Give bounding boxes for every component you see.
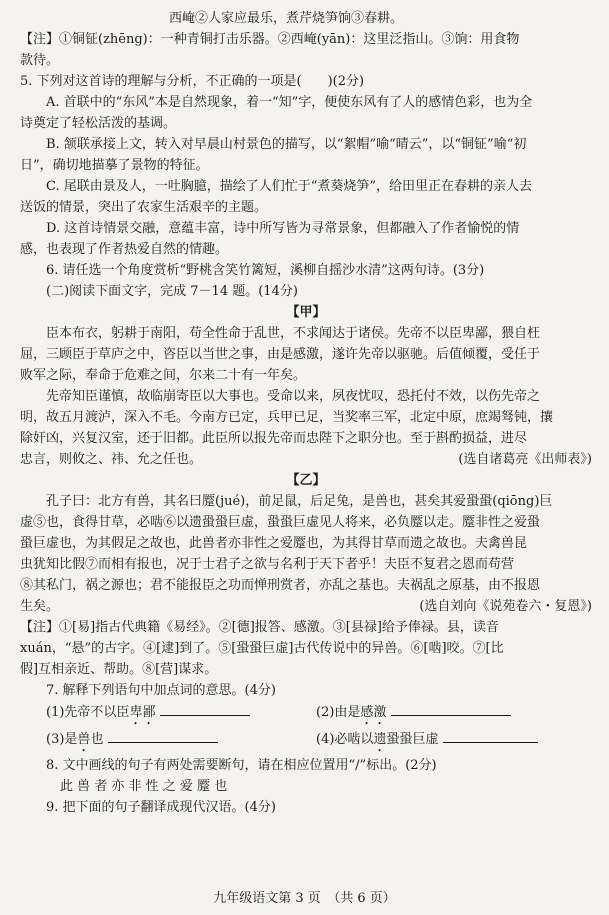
answer-blank[interactable] (108, 728, 218, 743)
question-7-item-2 (316, 701, 511, 728)
question-5-stem: 5. 下列对这首诗的理解与分析，不正确的一项是( )(2分) (20, 74, 365, 89)
question-7-item-4 (316, 728, 538, 755)
option-a: A. 首联中的“东风”本是自然现象，着一“知”字，便使东风有了人的感情色彩，也为全 (46, 95, 533, 110)
item-number: (4) (316, 732, 335, 747)
note-line: 款待。 (20, 53, 60, 68)
option-c: C. 尾联由景及人，一吐胸臆，描绘了人们忙于“煮葵烧笋”，给田里正在春耕的亲人去 (46, 179, 533, 194)
notes-poem (20, 29, 592, 71)
item-number: (3) (46, 732, 65, 747)
passage-jia-label: 【甲】 (286, 305, 326, 320)
dotted-word: 兽 (77, 732, 91, 747)
option-d-cont: 感，也表现了作者热爱自然的情趣。 (20, 242, 229, 257)
dotted-word: 感激 (360, 705, 387, 720)
item-text: 必啮以 (334, 732, 374, 747)
option-b: B. 颔联承接上文，转入对早晨山村景色的描写，以“絮帽”喻“晴云”，以“铜钲”喻“初 (46, 137, 527, 152)
passage-jia (20, 323, 592, 470)
notes-passage (20, 617, 592, 680)
passage-line: 虫犹知比假⑦而相有报也，况于士君子之欲与名利于天下者乎！夫臣不复君之恩而苟营 (20, 557, 515, 572)
question-7-item-1 (46, 701, 316, 728)
passage-line: 蛩巨虚也，为其假足之故也，此兽者亦非性之爱蹷也，为其得甘草而遗之故也。夫禽兽昆 (20, 536, 528, 551)
option-c-cont: 送饭的情景，突出了农家生活艰辛的主题。 (20, 200, 268, 215)
question-6: 6. 请任选一个角度赏析“野桃含笑竹篱短，溪柳自摇沙水清”这两句诗。(3分) (46, 263, 485, 278)
question-7-item-3 (46, 728, 316, 755)
passage-line: 除奸凶，兴复汉室，还于旧都。此臣所以报先帝而忠陛下之职分也。至于斟酌损益，进尽 (20, 431, 528, 446)
question-9: 9. 把下面的句子翻译成现代汉语。(4分) (46, 800, 276, 815)
item-text: 是 (64, 732, 78, 747)
question-8 (20, 755, 592, 797)
option-b-cont: 日”，确切地描摹了景物的特征。 (20, 158, 209, 173)
answer-blank[interactable] (443, 728, 538, 743)
passage-line: 屈，三顾臣于草庐之中，咨臣以当世之事，由是感激，遂许先帝以驱驰。后值倾覆，受任于 (20, 347, 541, 362)
section-2-heading: (二)阅读下面文字，完成 7－14 题。(14分) (46, 284, 298, 299)
passage-yi (20, 491, 592, 617)
answer-blank[interactable] (391, 701, 511, 716)
item-number: (1) (46, 705, 65, 720)
item-text: 先帝不以臣 (64, 705, 130, 720)
passage-source: (选自诸葛亮《出师表》) (458, 452, 592, 467)
option-d: D. 这首诗情景交融，意蕴丰富，诗中所写皆为寻常景象，但都融入了作者愉悦的情 (46, 221, 520, 236)
note-line: 假]互相亲近、帮助。⑧[营]谋求。 (20, 662, 218, 677)
answer-blank[interactable] (160, 701, 250, 716)
passage-line: 虚⑤也，食得甘草，必啮⑥以遗蛩蛩巨虚，蛩蛩巨虚见人将来，必负蹷以走。蹷非性之爱蛩 (20, 515, 541, 530)
question-7-row (20, 728, 592, 755)
dotted-word: 卑鄙 (129, 705, 156, 720)
passage-line: 明，故五月渡泸，深入不毛。今南方已定，兵甲已足，当奖率三军，北定中原，庶竭驽钝，攘 (20, 410, 554, 425)
question-7-stem: 7. 解释下列语句中加点词的意思。(4分) (46, 683, 276, 698)
passage-line: 生矣。 (20, 599, 60, 614)
note-line: xuán，“悬”的古字。④[逮]到了。⑤[蛩蛩巨虚]古代传说中的异兽。⑥[啮]咬。⑦[比 (20, 641, 504, 656)
question-8-stem: 8. 文中画线的句子有两处需要断句，请在相应位置用“/”标出。(2分) (46, 758, 437, 773)
passage-line: 先帝知臣谨慎，故临崩寄臣以大事也。受命以来，夙夜忧叹，恐托付不效，以伤先帝之 (46, 389, 541, 404)
page-footer: 九年级语文第 3 页 （共 6 页） (213, 891, 396, 906)
poem-last-line: 西崦②人家应最乐，煮芹烧笋饷③春耕。 (168, 11, 403, 26)
question-7 (20, 680, 592, 755)
passage-line: 败军之际，奉命于危难之间，尔来二十有一年矣。 (20, 368, 307, 383)
item-text: 也 (90, 732, 104, 747)
note-line: 【注】①[易]指古代典籍《易经》。②[德]报答、感激。③[县禄]给予俸禄。县，读音 (20, 620, 499, 635)
option-a-cont: 诗奠定了轻松活泼的基调。 (20, 116, 177, 131)
passage-line: ⑧其私门，祸之源也；君不能报臣之功而惮刑赏者，亦乱之基也。夫祸乱之原基，由不报恩 (20, 578, 541, 593)
passage-line: 臣本布衣，躬耕于南阳，苟全性命于乱世，不求闻达于诸侯。先帝不以臣卑鄙，猥自枉 (46, 326, 541, 341)
item-text: 蛩蛩巨虚 (386, 732, 439, 747)
exam-page (20, 8, 592, 818)
dotted-word: 遗 (373, 732, 387, 747)
passage-source: (选自刘向《说苑卷六・复恩》) (419, 599, 592, 614)
question-8-sentence[interactable]: 此 兽 者 亦 非 性 之 爱 蹷 也 (60, 779, 228, 794)
passage-yi-label: 【乙】 (286, 473, 326, 488)
item-number: (2) (316, 705, 335, 720)
question-7-row (20, 701, 592, 728)
question-5 (20, 71, 592, 260)
note-line: 【注】①铜钲(zhēng)：一种青铜打击乐器。②西崦(yān)：这里泛指山。③饷：用食物 (20, 32, 520, 47)
passage-line: 孔子曰：北方有兽，其名曰蹷(jué)，前足鼠，后足兔，是兽也，甚矣其爱蛩蛩(qiōng)巨 (46, 494, 553, 509)
passage-line: 忠言，则攸之、祎、允之任也。 (20, 452, 203, 467)
item-text: 由是 (334, 705, 361, 720)
